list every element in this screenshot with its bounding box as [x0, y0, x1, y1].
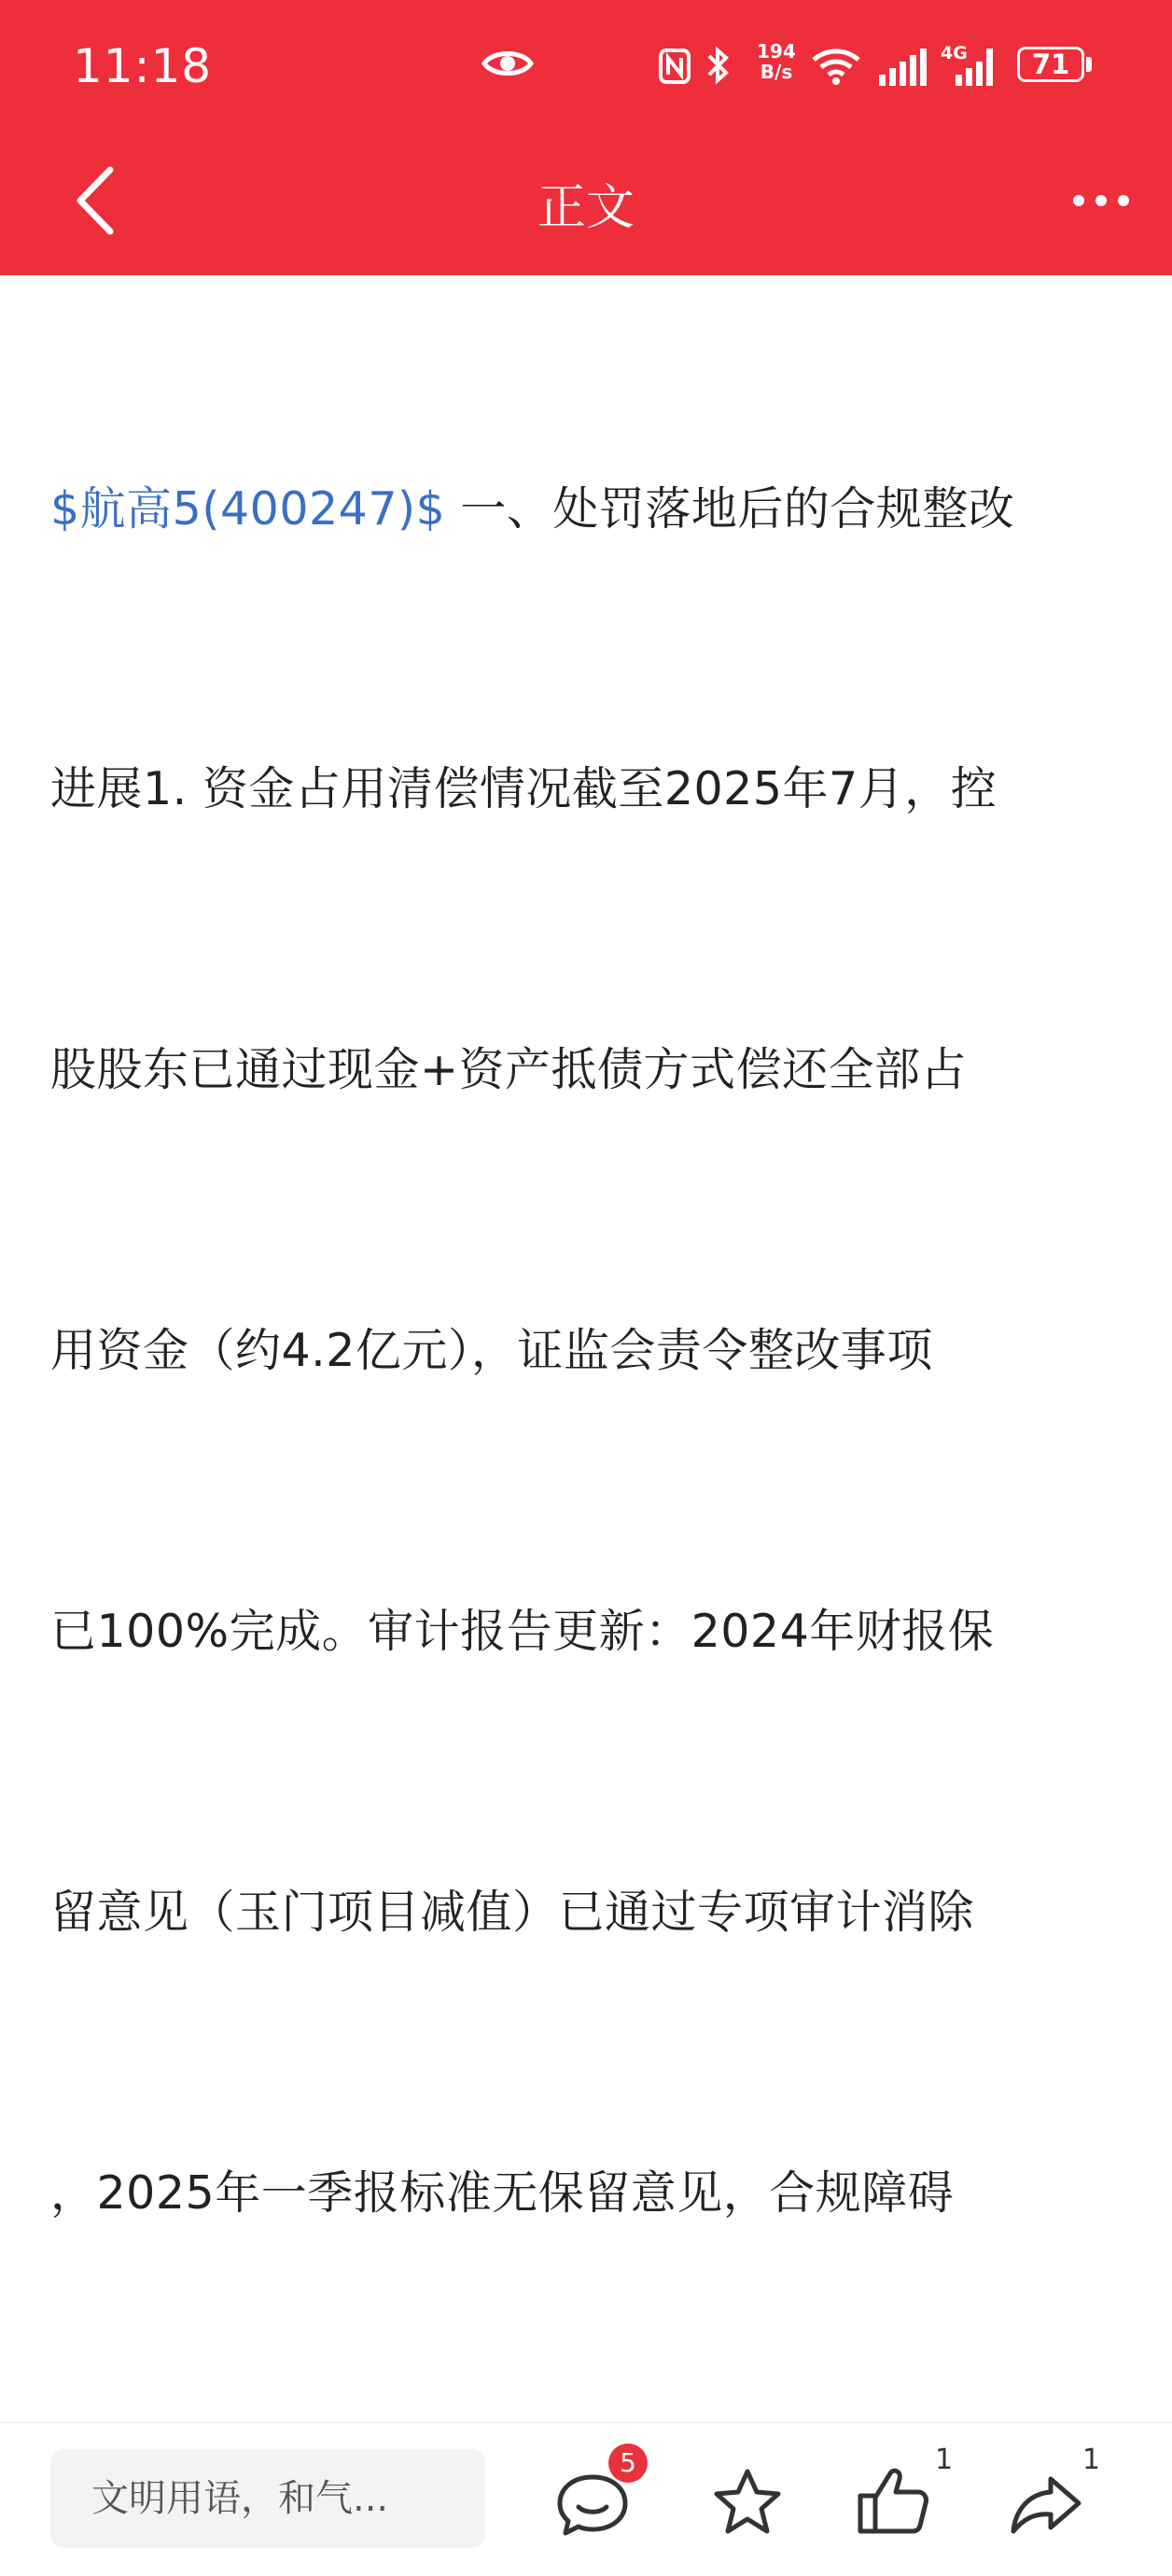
- favorite-button[interactable]: [705, 2451, 808, 2544]
- more-dot: [1073, 195, 1084, 206]
- article-line: 留意见（玉门项目减值）已通过专项审计消除: [50, 1886, 975, 1940]
- share-icon: [1004, 2451, 1088, 2544]
- article-line: 进展1. 资金占用清偿情况截至2025年7月，控: [50, 762, 998, 816]
- page-title: 正文: [537, 180, 635, 236]
- signal-icon: [877, 49, 928, 86]
- article-line: 股股东已通过现金+资产抵债方式偿还全部占: [50, 1043, 968, 1097]
- more-dot: [1095, 195, 1107, 206]
- signal-4g-icon: 4G: [941, 43, 1002, 86]
- nav-bar: [0, 131, 1172, 275]
- comment-count-badge: 5: [608, 2444, 648, 2483]
- star-icon: [705, 2451, 789, 2544]
- article-body: [50, 275, 1133, 2421]
- bottom-action-bar: [0, 2422, 1172, 2576]
- status-bar: [0, 0, 1172, 131]
- wifi-icon: [810, 47, 862, 86]
- article-line: 已100%完成。审计报告更新：2024年财报保: [50, 1605, 995, 1659]
- app-header: [0, 0, 1172, 275]
- stock-link[interactable]: $航高5(400247)$: [50, 481, 446, 536]
- more-button[interactable]: [1073, 187, 1138, 215]
- more-dot: [1118, 195, 1129, 206]
- battery-tip: [1086, 57, 1092, 72]
- eye-icon: [481, 45, 534, 82]
- article-line: 用资金（约4.2亿元），证监会责令整改事项: [50, 1324, 933, 1378]
- status-time: 11:18: [73, 39, 213, 93]
- article-line: ，2025年一季报标准无保留意见，合规障碍: [50, 2165, 955, 2220]
- bluetooth-icon: [705, 45, 732, 86]
- like-count: 1: [935, 2444, 954, 2476]
- share-count: 1: [1082, 2444, 1101, 2476]
- article-line: $航高5(400247)$ 一、处罚落地后的合规整改: [50, 481, 1015, 536]
- comment-input[interactable]: 文明用语，和气...: [50, 2449, 485, 2548]
- net-speed: 194 B/s: [757, 40, 796, 83]
- thumbs-up-icon: [851, 2451, 935, 2544]
- nfc-icon: [659, 49, 691, 84]
- battery-icon: 71: [1017, 47, 1084, 82]
